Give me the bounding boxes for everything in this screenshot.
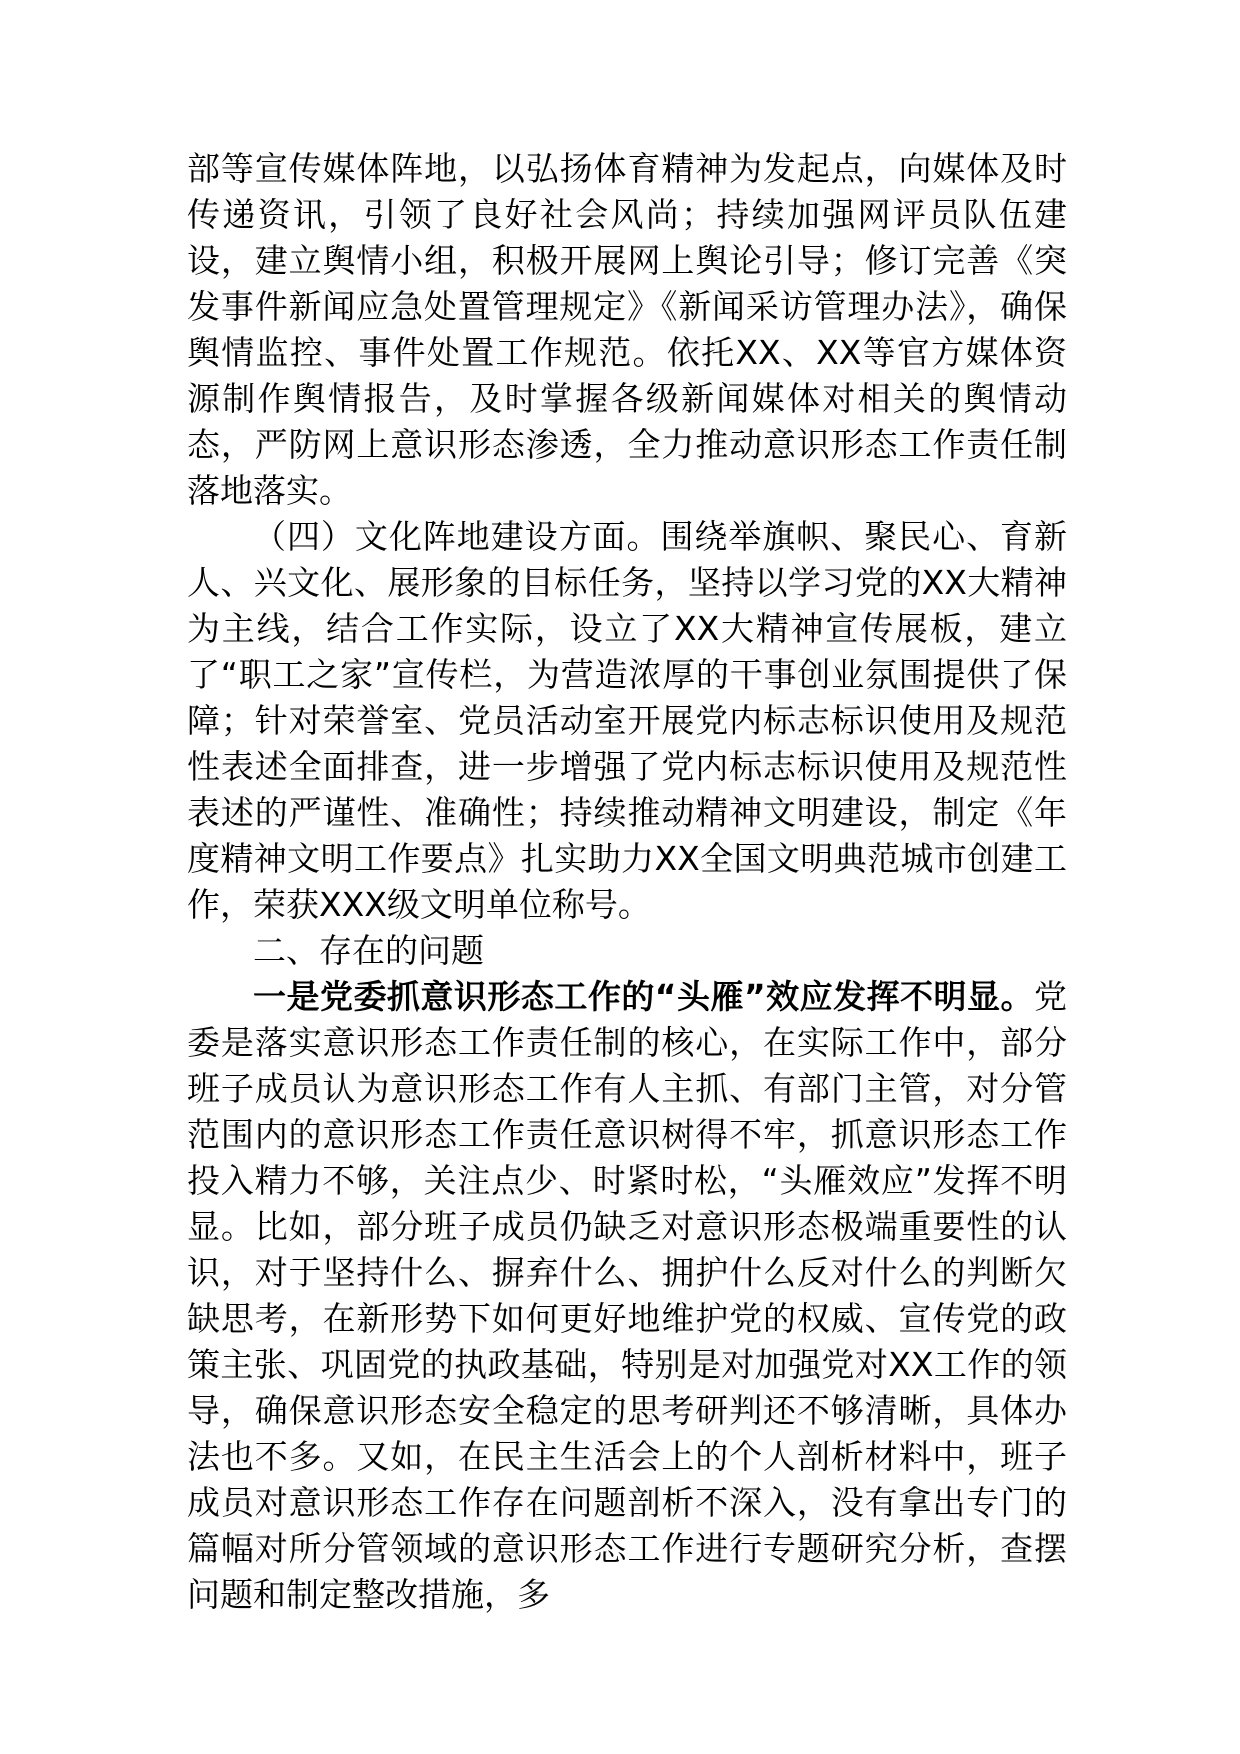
section-heading-problems: 二、存在的问题 <box>253 931 484 970</box>
document-body <box>187 146 1067 1618</box>
paragraph-continuation: 部等宣传媒体阵地，以弘扬体育精神为发起点，向媒体及时传递资讯，引领了良好社会风尚；持续加强网评员队伍建设，建立舆情小组，积极开展网上舆论引导；修订完善《突发事件新闻应急处置管理规定》《新闻采访管理办法》，确保舆情监控、事件处置工作规范。依托XX、XX等官方媒体资源制作舆情报告，及时掌握各级新闻媒体对相关的舆情动态，严防网上意识形态渗透，全力推动意识形态工作责任制落地落实。 <box>187 149 1067 510</box>
paragraph-culture-front: （四）文化阵地建设方面。围绕举旗帜、聚民心、育新人、兴文化、展形象的目标任务，坚持以学习党的XX大精神为主线，结合工作实际，设立了XX大精神宣传展板，建立了“职工之家”宣传栏，为营造浓厚的干事创业氛围提供了保障；针对荣誉室、党员活动室开展党内标志标识使用及规范性表述全面排查，进一步增强了党内标志标识使用及规范性表述的严谨性、准确性；持续推动精神文明建设，制定《年度精神文明工作要点》扎实助力XX全国文明典范城市创建工作，荣获XXX级文明单位称号。 <box>187 517 1067 924</box>
issue-one-body: 党委是落实意识形态工作责任制的核心，在实际工作中，部分班子成员认为意识形态工作有人主抓、有部门主管，对分管范围内的意识形态工作责任意识树得不牢，抓意识形态工作投入精力不够，关注点少、时紧时松，“头雁效应”发挥不明显。比如，部分班子成员仍缺乏对意识形态极端重要性的认识，对于坚持什么、摒弃什么、拥护什么反对什么的判断欠缺思考，在新形势下如何更好地维护党的权威、宣传党的政策主张、巩固党的执政基础，特别是对加强党对XX工作的领导，确保意识形态安全稳定的思考研判还不够清晰，具体办法也不多。又如，在民主生活会上的个人剖析材料中，班子成员对意识形态工作存在问题剖析不深入，没有拿出专门的篇幅对所分管领域的意识形态工作进行专题研究分析，查摆问题和制定整改措施，多 <box>187 977 1067 1614</box>
issue-one-lead: 一是党委抓意识形态工作的“头雁”效应发挥不明显。 <box>253 977 1034 1016</box>
paragraph-issue-one <box>187 974 1067 1618</box>
